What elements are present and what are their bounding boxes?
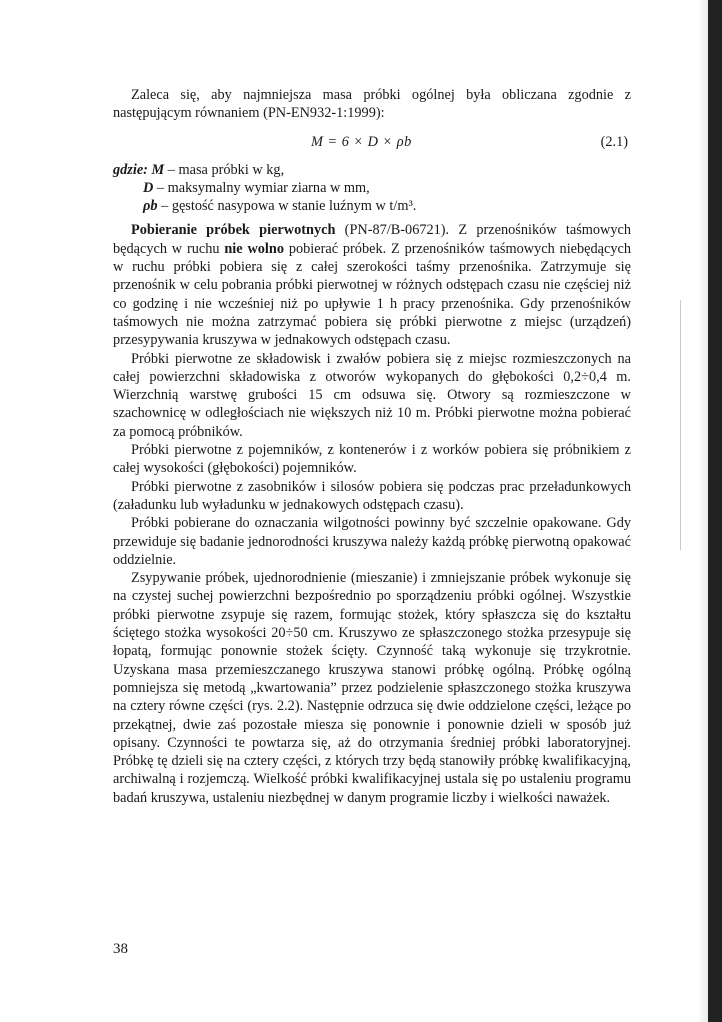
paragraph: Zsypywanie próbek, ujednorodnienie (mieszanie) i zmniejszanie próbek wykonuje się na czystej suchej powierzchni bezpośrednio po sporządzeniu próbki ogólnej. Wszystkie próbki pierwotne zsypuje się razem, formując stożek, który spłaszcza się do kształtu ściętego stożka wysokości 20÷50 cm. Kruszywo ze spłaszczonego stożka przesypuje się łopatą, formując ponownie stożek ścięty. Czynność taką wykonuje się trzykrotnie. Uzyskana masa przemieszczanego kruszywa stanowi próbkę ogólną. Próbkę ogólną pomniejsza się metodą „kwartowania” przez podzielenie spłaszczonego stożka kruszywa na cztery równe części (rys. 2.2). Następnie odrzuca się dwie oddzielone części, leżące po przekątnej, dwie zaś pozostałe miesza się ponownie i ponownie dzieli w sposób już opisany. Czynności te powtarza się, aż do otrzymania średniej próbki laboratoryjnej. Próbkę tę dzieli się na cztery części, z których trzy będą stanowiły próbkę kwalifikacyjną, archiwalną i rozjemczą. Wielkość próbki kwalifikacyjnej ustala się po ustaleniu programu badań kruszywa, ustaleniu niezbędnej w danym programie liczby i wielkości naważek. — [113, 570, 631, 806]
definition-text: – maksymalny wymiar ziarna w mm, — [153, 179, 370, 196]
definition-text: – masa próbki w kg, — [164, 161, 285, 178]
definition-symbol: ρb — [143, 198, 158, 215]
paragraph: Próbki pierwotne ze składowisk i zwałów pobiera się z miejsc rozmieszczonych na całej powierzchni składowiska z otworów wykopanych do głębokości 0,2÷0,4 m. Wierzchnią warstwę grubości 15 cm odsuwa się. Otwory są rozmieszczone w szachownicę w odległościach nie większych niż 10 m. Próbki pierwotne można pobierać za pomocą próbników. — [113, 350, 631, 440]
formula-row — [113, 131, 631, 155]
definition-item — [113, 161, 631, 179]
paragraph: Próbki pobierane do oznaczania wilgotności powinny być szczelnie opakowane. Gdy przewiduje się badanie jednorodności kruszywa należy każdą próbkę pierwotną opakować oddzielnie. — [113, 515, 631, 568]
formula: M = 6 × D × ρb — [311, 133, 412, 150]
paragraph-text: (PN-87/B-06721). Z przenośników taśmowych będących w ruchu — [113, 222, 631, 257]
definitions-list — [113, 161, 631, 216]
definition-symbol: gdzie: M — [113, 161, 165, 178]
section-heading: Pobieranie próbek pierwotnych — [131, 222, 336, 239]
page-content — [113, 86, 631, 807]
emphasis-text: nie wolno — [224, 240, 285, 257]
page-edge-dark — [708, 0, 722, 1022]
definition-item — [113, 197, 631, 215]
paragraph: Próbki pierwotne z pojemników, z kontenerów i z worków pobiera się próbnikiem z całej wysokości (głębokości) pojemników. — [113, 442, 631, 477]
definition-symbol: D — [143, 179, 154, 196]
intro-paragraph: Zaleca się, aby najmniejsza masa próbki ogólnej była obliczana zgodnie z następującym równaniem (PN-EN932-1:1999): — [113, 87, 631, 122]
page-number: 38 — [113, 941, 128, 957]
paragraph: Próbki pierwotne z zasobników i silosów pobiera się podczas prac przeładunkowych (załadunku lub wyładunku w jednakowych odstępach czasu). — [113, 478, 631, 513]
definition-text: – gęstość nasypowa w stanie luźnym w t/m³. — [157, 198, 417, 215]
page-edge-mark — [680, 300, 681, 550]
paragraph-text: pobierać próbek. Z przenośników taśmowych niebędących w ruchu próbki pobiera się z całej szerokości taśmy przenośnika. Zatrzymuje się przenośnik w celu pobrania próbki pierwotnej w różnych odstępach czasu nie częściej niż co godzinę i nie wcześniej niż po upływie 1 h pracy przenośnika. Gdy przenośników taśmowych nie można zatrzymać pobiera się próbki pierwotne z miejsc (urządzeń) przesypywania kruszywa w jednakowych odstępach czasu. — [113, 240, 632, 349]
definition-item — [113, 179, 631, 197]
paragraph-sampling — [113, 221, 631, 349]
equation-number: (2.1) — [600, 133, 628, 150]
